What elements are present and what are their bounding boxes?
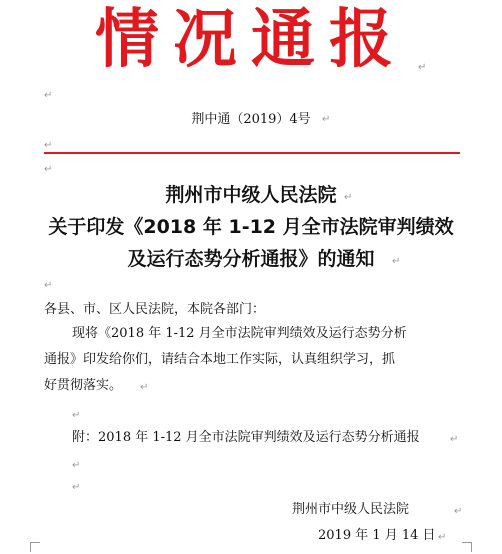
paragraph-mark: ↵	[44, 164, 53, 175]
paragraph-mark: ↵	[438, 532, 447, 543]
red-divider-line	[44, 152, 460, 154]
signature-organization: 荆州市中级人民法院	[292, 502, 410, 517]
signature-date: 2019 年 1 月 14 日	[318, 528, 436, 543]
paragraph-mark: ↵	[72, 460, 81, 471]
paragraph-mark: ↵	[72, 410, 81, 421]
paragraph-mark: ↵	[392, 256, 401, 267]
notice-title-line-2: 关于印发《2018 年 1-12 月全市法院审判绩效	[48, 216, 454, 238]
attachment-line: 附：2018 年 1-12 月全市法院审判绩效及运行态势分析通报	[72, 430, 420, 445]
document-number: 荆中通（2019）4号	[191, 112, 311, 127]
paragraph-mark: ↵	[344, 192, 353, 203]
paragraph-mark: ↵	[454, 506, 463, 517]
page-corner-mark-left	[30, 542, 40, 552]
body-paragraph-line-1: 现将《2018 年 1-12 月全市法院审判绩效及运行态势分析	[72, 326, 407, 341]
body-paragraph-line-3: 好贯彻落实。	[44, 378, 123, 393]
page-corner-mark-right	[462, 542, 472, 552]
paragraph-mark: ↵	[140, 382, 149, 393]
notice-title-line-1: 荆州市中级人民法院	[165, 184, 337, 206]
paragraph-mark: ↵	[44, 140, 53, 151]
report-header-title: 情况通报	[95, 2, 407, 77]
body-paragraph-line-2: 通报》印发给你们，请结合本地工作实际，认真组织学习，抓	[44, 352, 396, 367]
paragraph-mark: ↵	[72, 482, 81, 493]
paragraph-mark: ↵	[418, 62, 427, 73]
paragraph-mark: ↵	[450, 434, 459, 445]
paragraph-mark: ↵	[44, 280, 53, 291]
notice-title-line-3: 及运行态势分析通报》的通知	[127, 248, 375, 270]
paragraph-mark: ↵	[44, 90, 53, 101]
salutation: 各县、市、区人民法院，本院各部门：	[44, 302, 266, 317]
paragraph-mark: ↵	[322, 114, 331, 125]
